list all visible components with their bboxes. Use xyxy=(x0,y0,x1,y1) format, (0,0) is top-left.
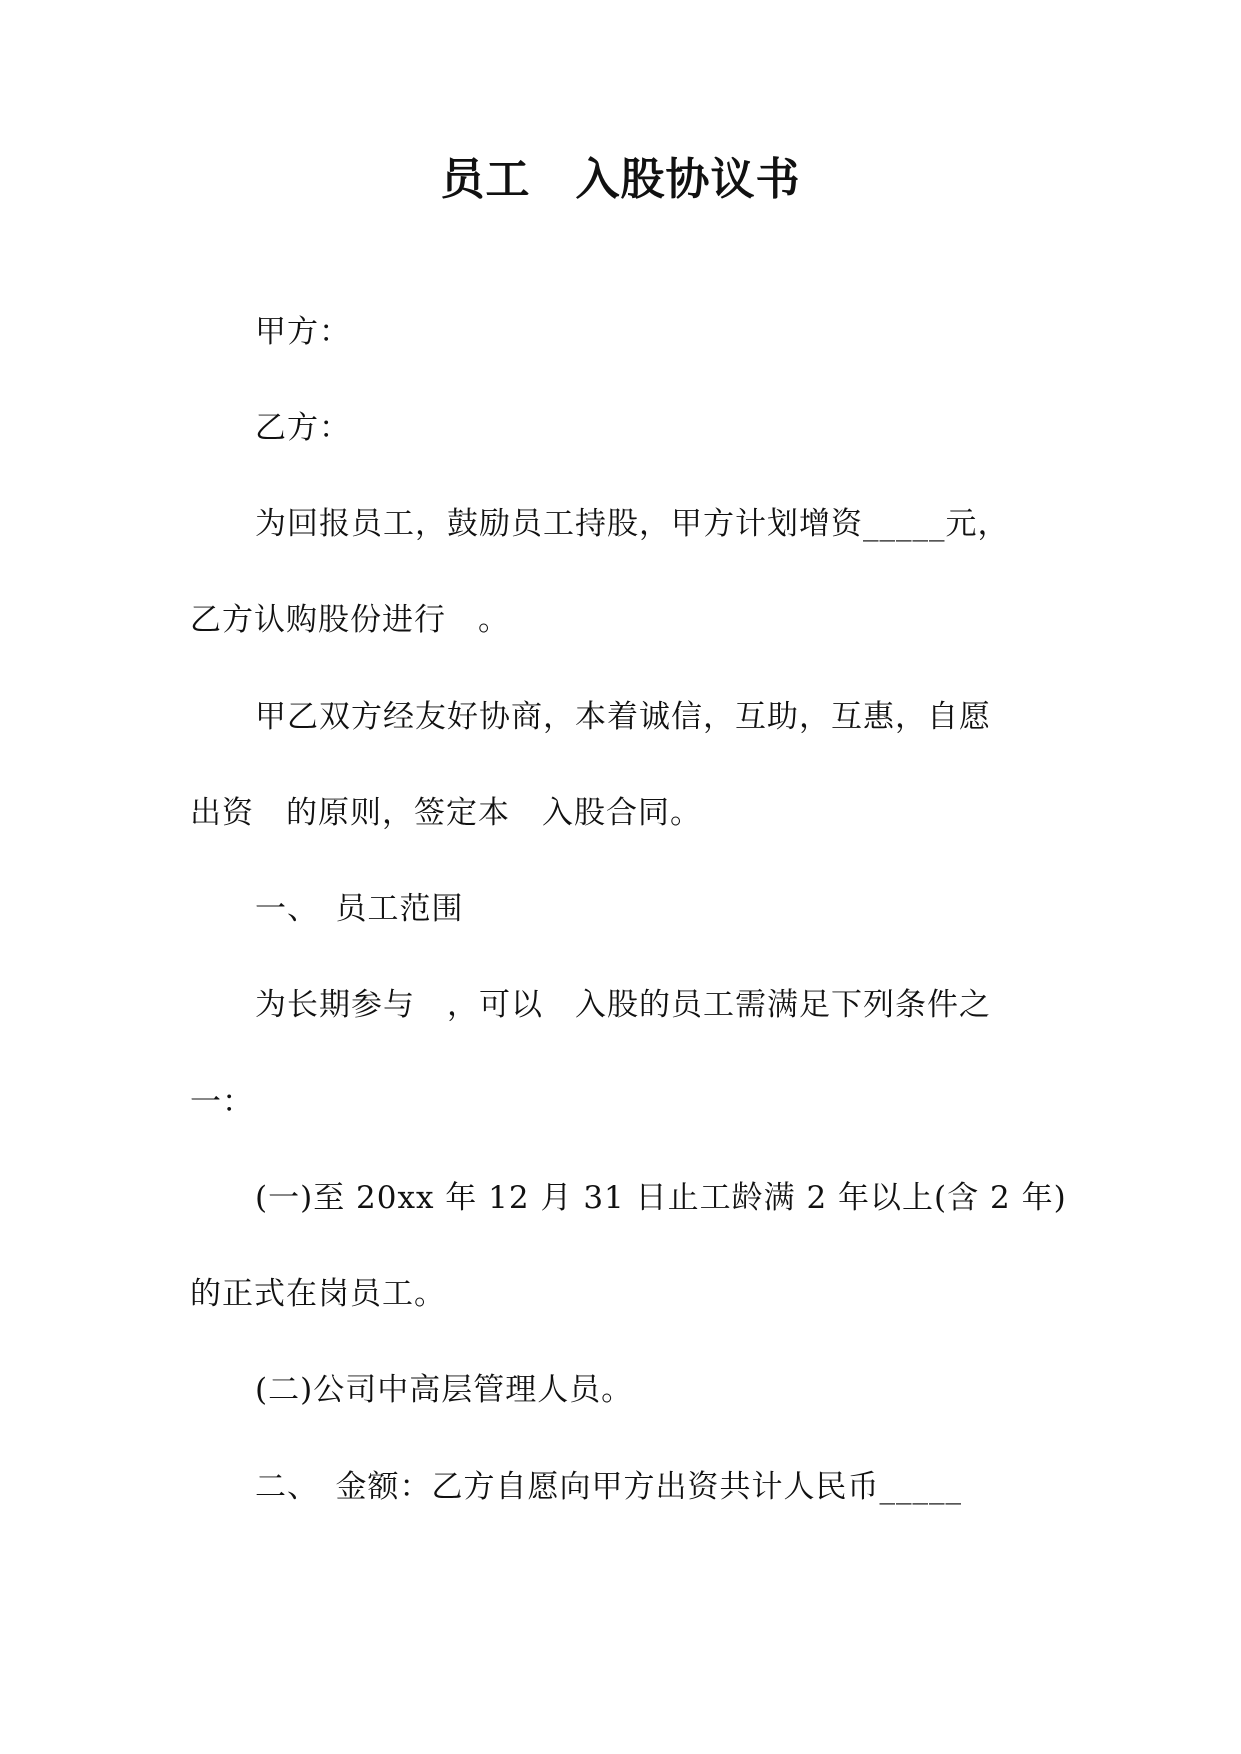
paragraph-line: 乙方认购股份进行 。 xyxy=(190,602,510,638)
document-title: 员工 入股协议书 xyxy=(440,154,801,205)
paragraph-line: 一： xyxy=(190,1084,254,1120)
list-item: (一)至 20xx 年 12 月 31 日止工龄满 2 年以上(含 2 年) xyxy=(255,1180,1067,1216)
paragraph-line: 为回报员工，鼓励员工持股，甲方计划增资_____元， xyxy=(255,506,1010,542)
list-item: (二)公司中高层管理人员。 xyxy=(255,1372,634,1408)
paragraph-line: 甲乙双方经友好协商，本着诚信，互助，互惠，自愿 xyxy=(255,699,991,735)
paragraph-line: 为长期参与 ，可以 入股的员工需满足下列条件之 xyxy=(255,987,991,1023)
party-a-line: 甲方： xyxy=(255,314,351,350)
paragraph-line: 的正式在岗员工。 xyxy=(190,1276,446,1312)
section-heading: 二、 金额：乙方自愿向甲方出资共计人民币_____ xyxy=(255,1469,962,1505)
party-b-line: 乙方： xyxy=(255,410,351,446)
section-heading: 一、 员工范围 xyxy=(255,891,464,927)
paragraph-line: 出资 的原则，签定本 入股合同。 xyxy=(190,795,702,831)
